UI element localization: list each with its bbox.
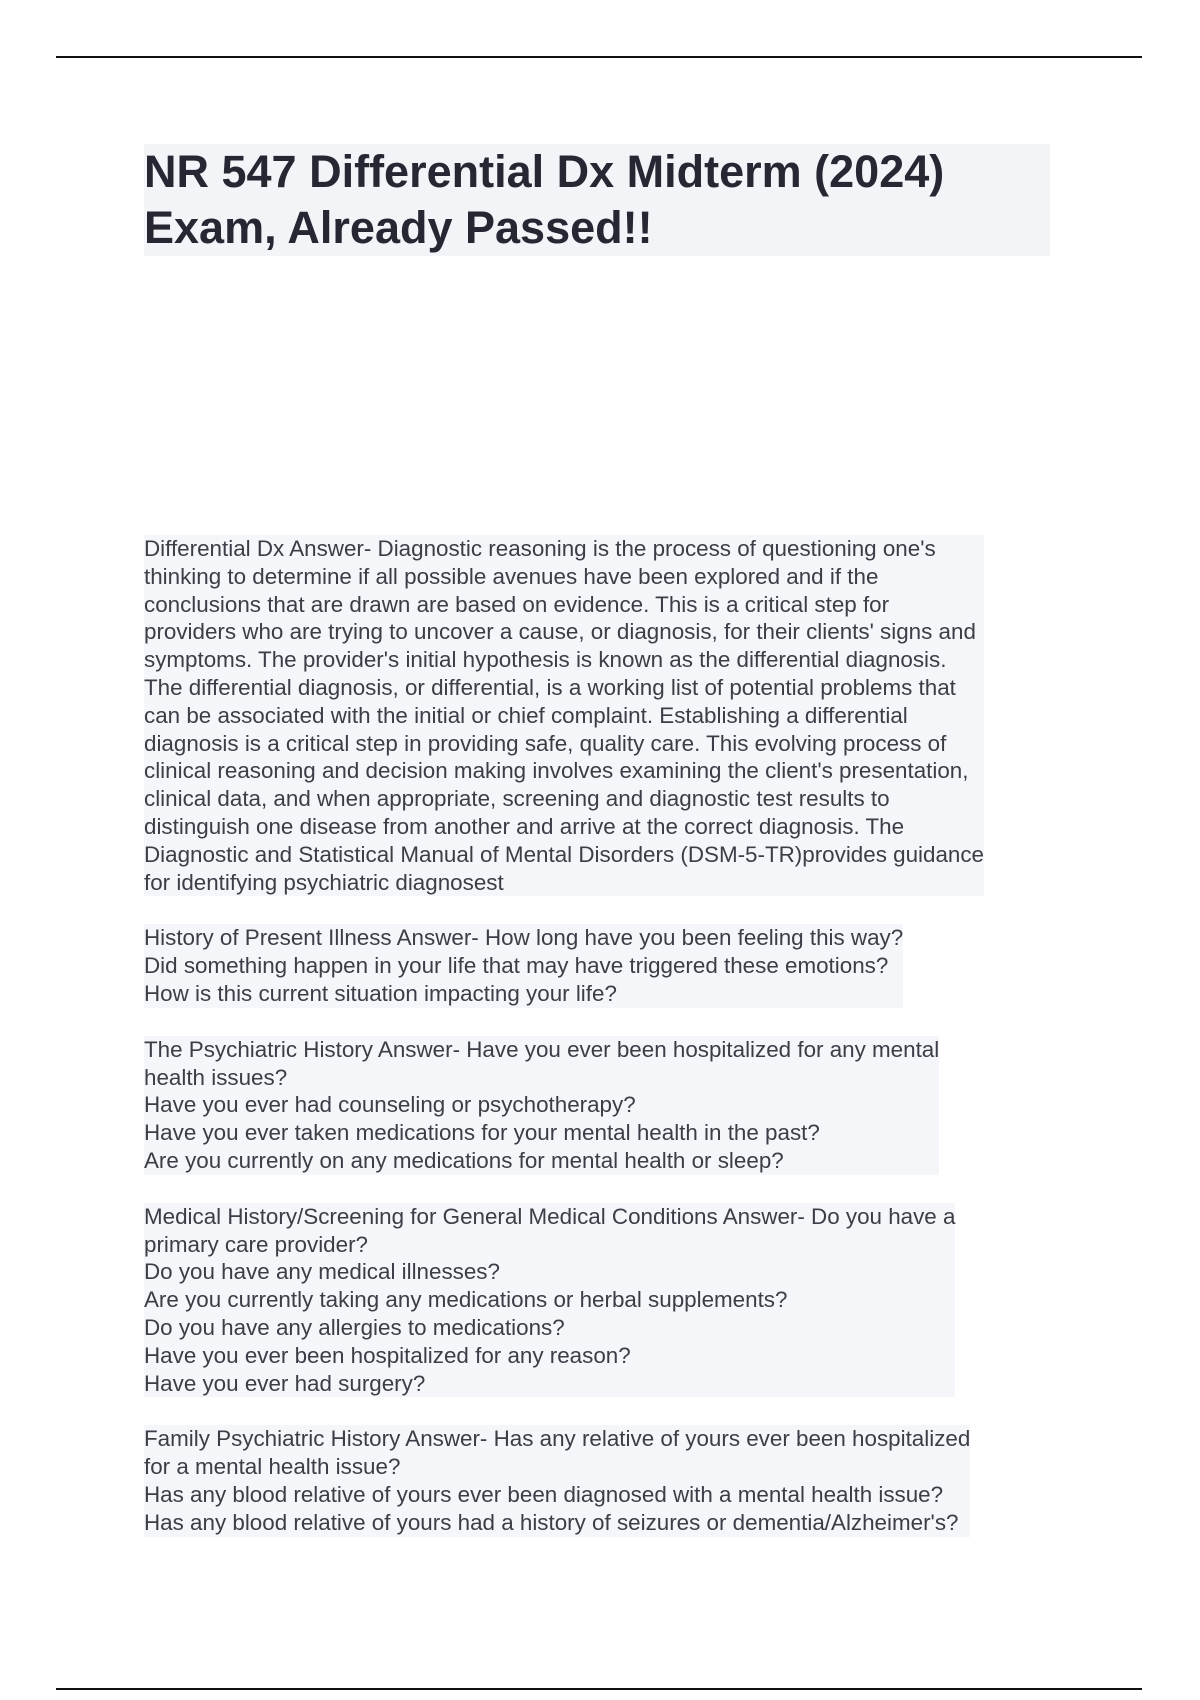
qa-text-line: Medical History/Screening for General Medical Conditions Answer- Do you have a — [144, 1203, 956, 1229]
qa-text-line: distinguish one disease from another and arrive at the correct diagnosis. The — [144, 813, 905, 839]
qa-text-line: providers who are trying to uncover a cause, or diagnosis, for their clients' signs and — [144, 619, 976, 645]
qa-text-line: clinical data, and when appropriate, screening and diagnostic test results to — [144, 786, 890, 812]
qa-text-line: Differential Dx Answer- Diagnostic reasoning is the process of questioning one's — [144, 536, 936, 561]
qa-text-line: health issues? — [144, 1064, 288, 1090]
qa-text-line: for identifying psychiatric diagnosest — [144, 869, 504, 895]
qa-text-line: History of Present Illness Answer- How long have you been feeling this way? — [144, 925, 904, 951]
page-title-line: Exam, Already Passed!! — [144, 202, 653, 253]
qa-text-line: symptoms. The provider's initial hypothesis is known as the differential diagnosis. — [144, 647, 947, 673]
qa-block-differential-dx — [144, 535, 984, 896]
qa-block-history-of-present-illness — [144, 924, 903, 1007]
qa-content — [144, 535, 1074, 1565]
qa-text-line: can be associated with the initial or chief complaint. Establishing a differential — [144, 702, 908, 728]
bottom-divider — [56, 1688, 1142, 1690]
qa-text-line: Family Psychiatric History Answer- Has any relative of yours ever been hospitalized — [144, 1426, 971, 1452]
qa-text-line: Have you ever had surgery? — [144, 1370, 426, 1396]
qa-text-line: primary care provider? — [144, 1231, 368, 1257]
qa-text-line: How is this current situation impacting your life? — [144, 980, 617, 1006]
qa-text-line: Are you currently on any medications for mental health or sleep? — [144, 1147, 784, 1173]
page-title — [144, 144, 1050, 256]
qa-block-family-psychiatric-history — [144, 1425, 970, 1536]
qa-text-line: Diagnostic and Statistical Manual of Mental Disorders (DSM-5-TR)provides guidance — [144, 841, 984, 867]
qa-text-line: thinking to determine if all possible avenues have been explored and if the — [144, 563, 879, 589]
qa-text-line: Have you ever taken medications for your mental health in the past? — [144, 1120, 820, 1146]
qa-text-line: Are you currently taking any medications or herbal supplements? — [144, 1287, 788, 1313]
top-divider — [56, 56, 1142, 58]
qa-text-line: conclusions that are drawn are based on evidence. This is a critical step for — [144, 591, 890, 617]
qa-text-line: Has any blood relative of yours had a history of seizures or dementia/Alzheimer's? — [144, 1509, 959, 1535]
qa-text-line: The Psychiatric History Answer- Have you ever been hospitalized for any mental — [144, 1036, 940, 1062]
qa-text-line: diagnosis is a critical step in providing safe, quality care. This evolving process of — [144, 730, 947, 756]
qa-text-line: Have you ever been hospitalized for any reason? — [144, 1342, 631, 1368]
qa-text-line: Did something happen in your life that may have triggered these emotions? — [144, 953, 889, 979]
qa-text-line: for a mental health issue? — [144, 1454, 401, 1480]
qa-text-line: Do you have any medical illnesses? — [144, 1259, 500, 1285]
qa-text-line: Do you have any allergies to medications? — [144, 1314, 565, 1340]
qa-block-medical-history — [144, 1203, 955, 1398]
qa-text-line: Has any blood relative of yours ever been diagnosed with a mental health issue? — [144, 1481, 944, 1507]
qa-block-psychiatric-history — [144, 1036, 939, 1175]
qa-text-line: clinical reasoning and decision making involves examining the client's presentation, — [144, 758, 969, 784]
page-title-line: NR 547 Differential Dx Midterm (2024) — [144, 146, 945, 197]
qa-text-line: The differential diagnosis, or differential, is a working list of potential problems that — [144, 674, 956, 700]
qa-text-line: Have you ever had counseling or psychotherapy? — [144, 1092, 636, 1118]
